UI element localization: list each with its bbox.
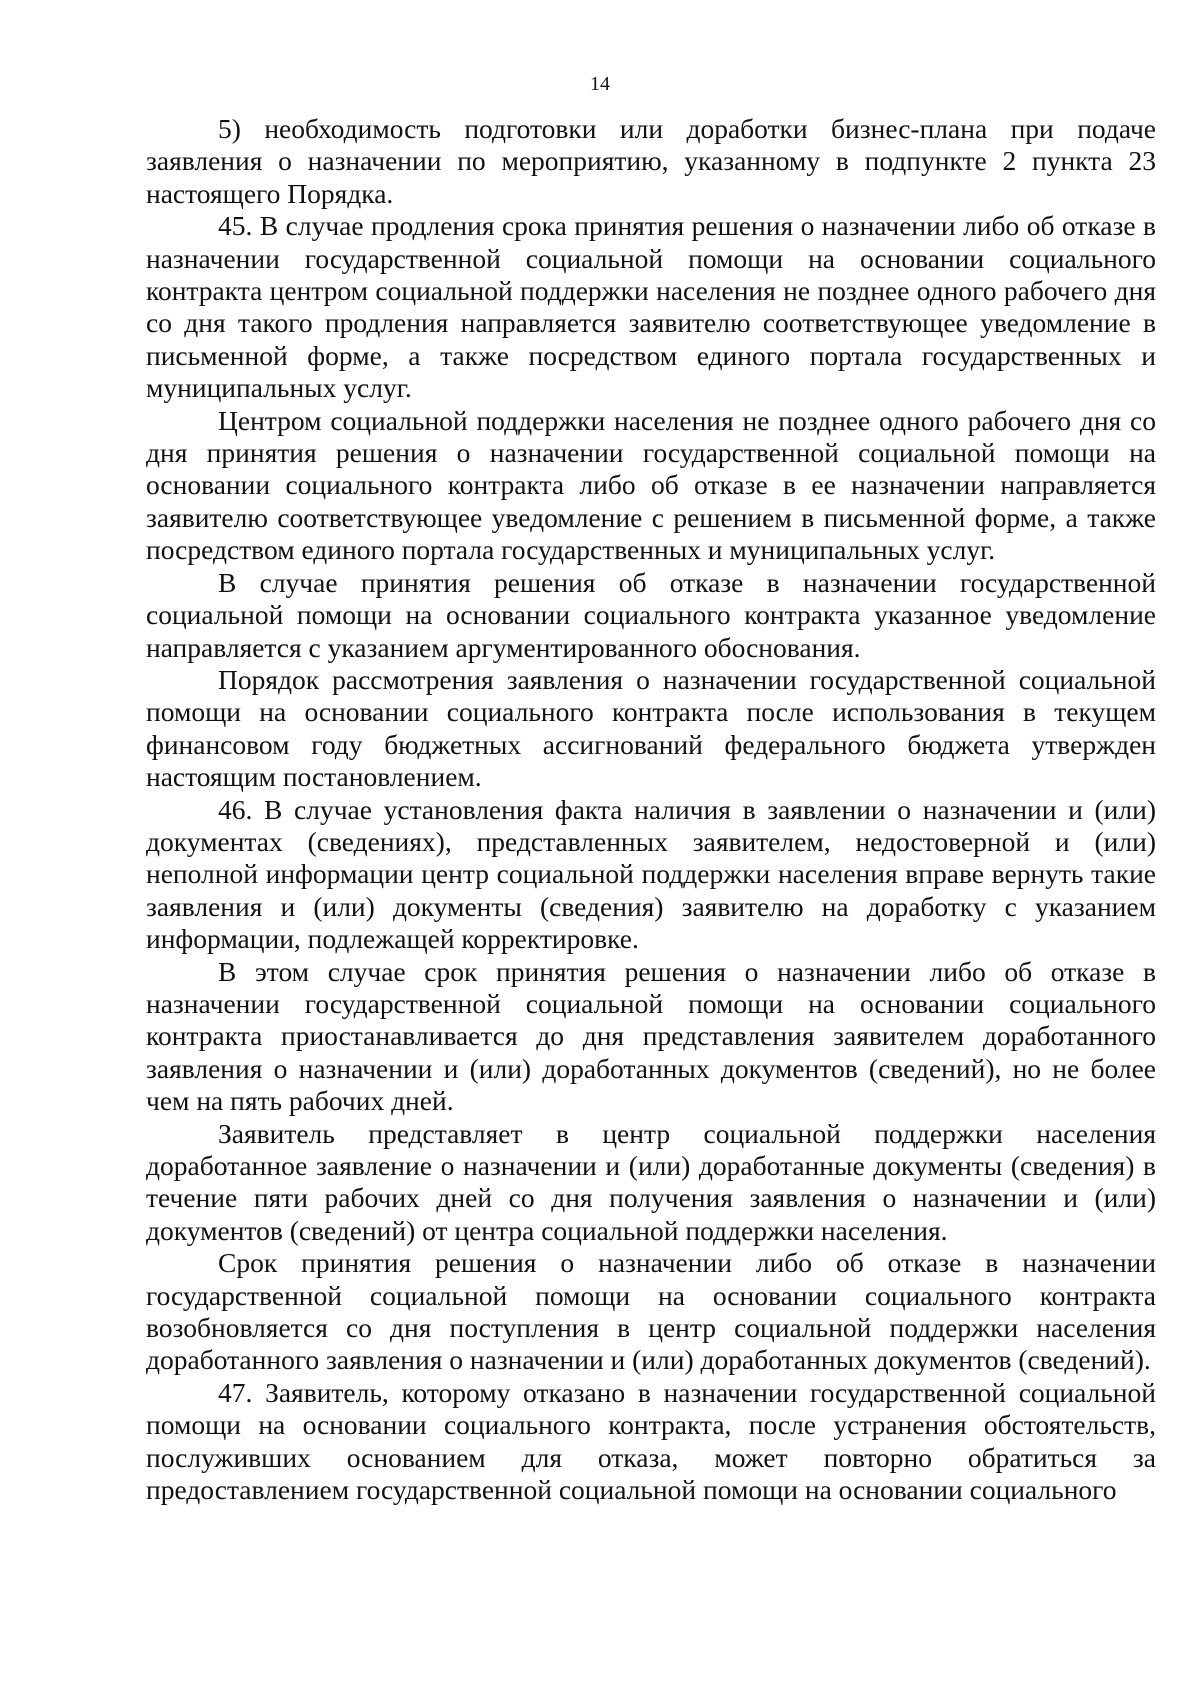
document-body [146, 113, 1156, 1506]
paragraph-47: 47. Заявитель, которому отказано в назначении государственной социальной помощи на основании социального контракта, после устранения обстоятельств, послуживших основанием для отказа, может повторно обратиться за предоставлением государственной социальной помощи на основании социального [146, 1376, 1156, 1506]
paragraph-45: 45. В случае продления срока принятия решения о назначении либо об отказе в назначении государственной социальной помощи на основании социального контракта центром социальной поддержки населения не позднее одного рабочего дня со дня такого продления направляется заявителю соответствующее уведомление в письменной форме, а также посредством единого портала государственных и муниципальных услуг. [146, 210, 1156, 404]
paragraph-item-5: 5) необходимость подготовки или доработки бизнес-плана при подаче заявления о назначении по мероприятию, указанному в подпункте 2 пункта 23 настоящего Порядка. [146, 113, 1156, 209]
paragraph-notification: Центром социальной поддержки населения не позднее одного рабочего дня со дня принятия решения о назначении государственной социальной помощи на основании социального контракта либо об отказе в ее назначении направляется заявителю соответствующее уведомление с решением в письменной форме, а также посредством единого портала государственных и муниципальных услуг. [146, 404, 1156, 566]
paragraph-resumption: Срок принятия решения о назначении либо об отказе в назначении государственной социальной помощи на основании социального контракта возобновляется со дня поступления в центр социальной поддержки населения доработанного заявления о назначении и (или) доработанных документов (сведений). [146, 1247, 1156, 1376]
page-number: 14 [590, 73, 610, 95]
paragraph-46: 46. В случае установления факта наличия в заявлении о назначении и (или) документах (сведениях), представленных заявителем, недостоверной и (или) неполной информации центр социальной поддержки населения вправе вернуть такие заявления и (или) документы (сведения) заявителю на доработку с указанием информации, подлежащей корректировке. [146, 793, 1156, 955]
paragraph-refusal-notice: В случае принятия решения об отказе в назначении государственной социальной помощи на основании социального контракта указанное уведомление направляется с указанием аргументированного обоснования. [146, 566, 1156, 663]
paragraph-review-order: Порядок рассмотрения заявления о назначении государственной социальной помощи на основании социального контракта после использования в текущем финансовом году бюджетных ассигнований федерального бюджета утвержден настоящим постановлением. [146, 663, 1156, 793]
paragraph-resubmission: Заявитель представляет в центр социальной поддержки населения доработанное заявление о назначении и (или) доработанные документы (сведения) в течение пяти рабочих дней со дня получения заявления о назначении и (или) документов (сведений) от центра социальной поддержки населения. [146, 1117, 1156, 1246]
paragraph-suspension: В этом случае срок принятия решения о назначении либо об отказе в назначении государственной социальной помощи на основании социального контракта приостанавливается до дня представления заявителем доработанного заявления о назначении и (или) доработанных документов (сведений), но не более чем на пять рабочих дней. [146, 955, 1156, 1117]
